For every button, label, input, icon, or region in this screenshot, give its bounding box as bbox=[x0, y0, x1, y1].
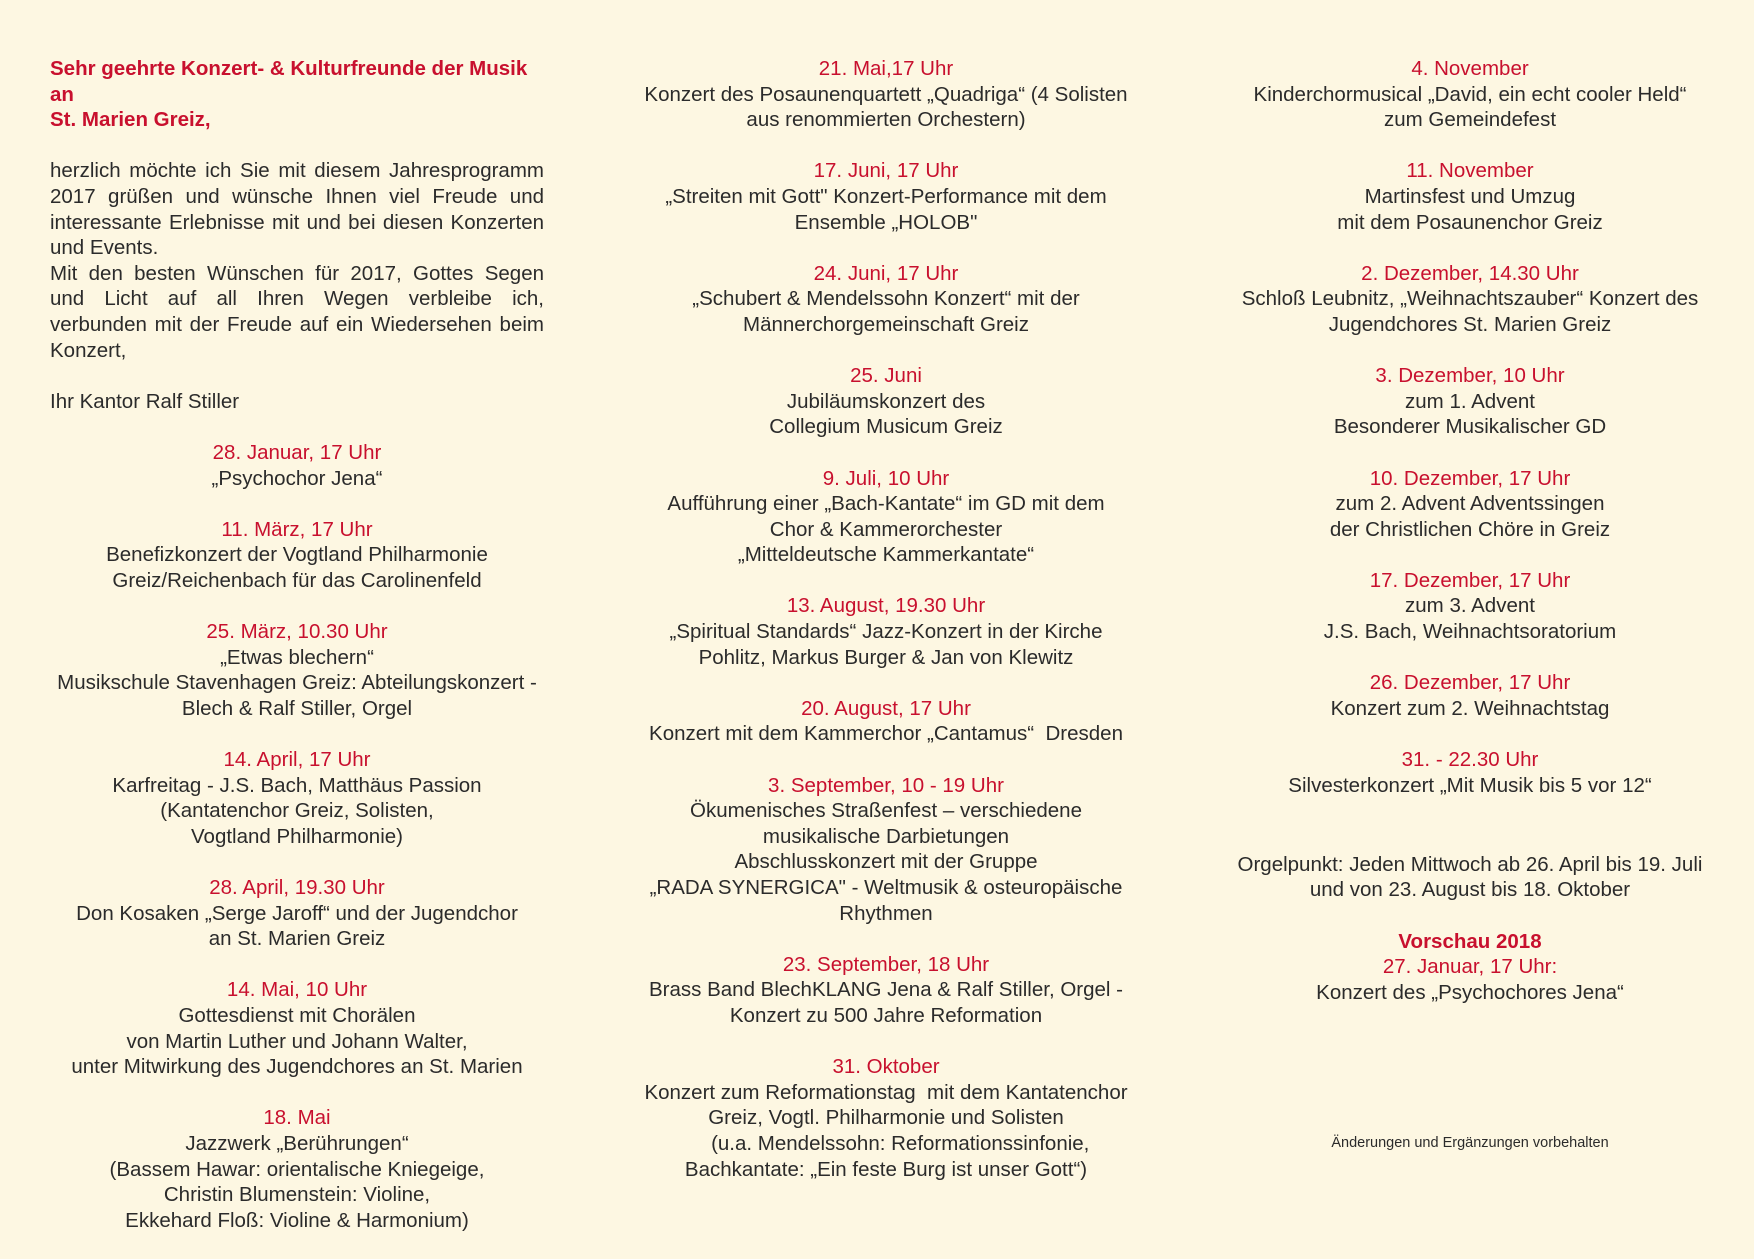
event-item bbox=[1222, 670, 1718, 721]
event-item bbox=[630, 466, 1142, 568]
event-item bbox=[630, 1054, 1142, 1182]
column-right bbox=[1222, 56, 1718, 1153]
intro-paragraph: Mit den besten Wünschen für 2017, Gottes Segen und Licht auf all Ihren Wegen verbleibe ich, verbunden mit der Freude auf ein Wiedersehen beim Konzert, bbox=[50, 261, 544, 362]
event-description: mit dem Posaunenchor Greiz bbox=[1337, 210, 1603, 234]
orgelpunkt bbox=[1222, 852, 1718, 903]
event-description: zum Gemeindefest bbox=[1383, 108, 1557, 132]
event-description: Chor & Kammerorchester bbox=[769, 517, 1003, 541]
event-description: (u.a. Mendelssohn: Reformationssinfonie, bbox=[682, 1131, 1090, 1155]
event-date: 4. November bbox=[1411, 57, 1529, 80]
event-list bbox=[1222, 56, 1718, 798]
event-item bbox=[630, 696, 1142, 747]
event-item bbox=[50, 875, 544, 952]
column-left bbox=[50, 56, 544, 1259]
event-date: 11. November bbox=[1406, 159, 1534, 183]
intro-paragraph: herzlich möchte ich Sie mit diesem Jahresprogramm 2017 grüßen und wünsche Ihnen viel Freude und interessante Erlebnisse mit und bei diesen Konzerten und Events. bbox=[50, 159, 544, 260]
event-date: 9. Juli, 10 Uhr bbox=[822, 466, 950, 490]
event-description: zum 2. Advent Adventssingen bbox=[1335, 492, 1605, 516]
event-date: 2. Dezember, 14.30 Uhr bbox=[1361, 261, 1579, 285]
event-date: 17. Juni, 17 Uhr bbox=[813, 159, 959, 183]
event-item bbox=[1222, 363, 1718, 440]
event-date: 10. Dezember, 17 Uhr bbox=[1369, 466, 1571, 490]
event-description: Schloß Leubnitz, „Weihnachtszauber“ Konzert des bbox=[1241, 287, 1699, 311]
event-date: 25. Juni bbox=[850, 364, 922, 388]
preview-desc: Konzert des „Psychochores Jena“ bbox=[1316, 980, 1624, 1004]
event-description: Konzert zu 500 Jahre Reformation bbox=[729, 1003, 1043, 1027]
event-description: musikalische Darbietungen bbox=[762, 824, 1010, 848]
event-description: Silvesterkonzert „Mit Musik bis 5 vor 12“ bbox=[1288, 773, 1652, 797]
event-description: (Kantatenchor Greiz, Solisten, bbox=[160, 799, 434, 823]
event-date: 13. August, 19.30 Uhr bbox=[786, 594, 986, 618]
event-description: J.S. Bach, Weihnachtsoratorium bbox=[1323, 620, 1617, 644]
event-description: Greiz/Reichenbach für das Carolinenfeld bbox=[112, 568, 482, 592]
event-date: 17. Dezember, 17 Uhr bbox=[1369, 568, 1571, 592]
event-description: „RADA SYNERGICA" - Weltmusik & osteuropäische bbox=[649, 876, 1123, 899]
event-list bbox=[50, 440, 544, 1233]
event-description: Ekkehard Floß: Violine & Harmonium) bbox=[125, 1208, 469, 1232]
event-description: Karfreitag - J.S. Bach, Matthäus Passion bbox=[112, 773, 482, 797]
event-description: Benefizkonzert der Vogtland Philharmonie bbox=[106, 543, 488, 567]
event-date: 20. August, 17 Uhr bbox=[801, 696, 971, 720]
event-item bbox=[1222, 466, 1718, 543]
event-date: 3. Dezember, 10 Uhr bbox=[1375, 364, 1565, 388]
event-description: Ensemble „HOLOB" bbox=[794, 210, 978, 234]
event-description: Blech & Ralf Stiller, Orgel bbox=[181, 696, 413, 720]
event-item bbox=[50, 440, 544, 491]
event-description: Jubiläumskonzert des bbox=[786, 389, 986, 413]
event-description: „Mitteldeutsche Kammerkantate“ bbox=[737, 543, 1035, 567]
event-description: „Streiten mit Gott" Konzert-Performance mit dem bbox=[665, 184, 1107, 208]
preview-section bbox=[1222, 929, 1718, 1006]
orgelpunkt-line: und von 23. August bis 18. Oktober bbox=[1309, 878, 1631, 902]
event-item bbox=[1222, 747, 1718, 798]
event-description: Männerchorgemeinschaft Greiz bbox=[743, 312, 1029, 336]
orgelpunkt-line: Orgelpunkt: Jeden Mittwoch ab 26. April bis 19. Juli bbox=[1237, 852, 1703, 876]
event-item bbox=[1222, 568, 1718, 645]
event-list bbox=[630, 56, 1142, 1182]
event-date: 25. März, 10.30 Uhr bbox=[206, 620, 388, 644]
event-description: Christin Blumenstein: Violine, bbox=[163, 1183, 431, 1207]
event-date: 28. Januar, 17 Uhr bbox=[212, 440, 382, 464]
event-description: an St. Marien Greiz bbox=[208, 927, 386, 951]
event-description: Greiz, Vogtl. Philharmonie und Solisten bbox=[708, 1106, 1064, 1130]
event-description: Ökumenisches Straßenfest – verschiedene bbox=[690, 799, 1082, 823]
event-description: Kinderchormusical „David, ein echt cooler Held“ bbox=[1253, 82, 1687, 106]
event-item bbox=[630, 56, 1142, 133]
event-description: Jugendchores St. Marien Greiz bbox=[1328, 312, 1612, 336]
event-date: 26. Dezember, 17 Uhr bbox=[1369, 671, 1571, 695]
event-item bbox=[630, 773, 1142, 927]
event-item bbox=[50, 517, 544, 594]
event-date: 3. September, 10 - 19 Uhr bbox=[768, 773, 1004, 797]
event-description: zum 1. Advent bbox=[1405, 389, 1535, 413]
event-description: Brass Band BlechKLANG Jena & Ralf Stiller, Orgel - bbox=[649, 978, 1123, 1002]
event-description: Jazzwerk „Berührungen“ bbox=[185, 1131, 409, 1155]
event-description: „Etwas blechern“ bbox=[220, 645, 374, 669]
event-item bbox=[50, 977, 544, 1079]
event-description: Rhythmen bbox=[839, 901, 933, 925]
event-description: Besonderer Musikalischer GD bbox=[1333, 415, 1607, 439]
event-description: Abschlusskonzert mit der Gruppe bbox=[734, 850, 1038, 874]
event-item bbox=[1222, 158, 1718, 235]
greeting-line: Sehr geehrte Konzert- & Kulturfreunde der Musik an bbox=[50, 57, 528, 106]
event-description: Don Kosaken „Serge Jaroff“ und der Jugendchor bbox=[76, 901, 518, 925]
event-date: 31. - 22.30 Uhr bbox=[1401, 748, 1539, 772]
event-item bbox=[630, 158, 1142, 235]
preview-title: Vorschau 2018 bbox=[1398, 929, 1542, 953]
signature: Ihr Kantor Ralf Stiller bbox=[50, 389, 240, 413]
event-description: Konzert zum 2. Weihnachtstag bbox=[1330, 696, 1610, 720]
event-description: Collegium Musicum Greiz bbox=[769, 415, 1003, 439]
event-description: Gottesdienst mit Chorälen bbox=[178, 1003, 416, 1027]
column-middle bbox=[630, 56, 1142, 1208]
event-description: von Martin Luther und Johann Walter, bbox=[126, 1029, 468, 1053]
event-description: „Spiritual Standards“ Jazz-Konzert in der Kirche bbox=[669, 620, 1103, 644]
event-description: unter Mitwirkung des Jugendchores an St. Marien bbox=[71, 1055, 523, 1079]
event-item bbox=[1222, 261, 1718, 338]
event-description: Pohlitz, Markus Burger & Jan von Klewitz bbox=[698, 645, 1074, 669]
event-description: „Schubert & Mendelssohn Konzert“ mit der bbox=[692, 287, 1080, 311]
event-date: 23. September, 18 Uhr bbox=[782, 952, 990, 976]
event-item bbox=[630, 261, 1142, 338]
greeting-line: St. Marien Greiz, bbox=[50, 108, 211, 132]
event-description: (Bassem Hawar: orientalische Kniegeige, bbox=[109, 1157, 485, 1181]
event-date: 28. April, 19.30 Uhr bbox=[209, 876, 385, 899]
event-description: zum 3. Advent bbox=[1405, 594, 1535, 618]
event-description: Konzert des Posaunenquartett „Quadriga“ (4 Solisten bbox=[644, 82, 1128, 106]
event-item bbox=[630, 952, 1142, 1029]
event-description: Aufführung einer „Bach-Kantate“ im GD mit dem bbox=[667, 492, 1105, 516]
event-date: 11. März, 17 Uhr bbox=[221, 517, 373, 541]
event-description: der Christlichen Chöre in Greiz bbox=[1329, 517, 1611, 541]
event-description: Musikschule Stavenhagen Greiz: Abteilungskonzert - bbox=[57, 671, 537, 695]
event-date: 21. Mai,17 Uhr bbox=[818, 57, 954, 80]
event-item bbox=[50, 747, 544, 849]
event-item bbox=[1222, 56, 1718, 133]
event-date: 31. Oktober bbox=[832, 1055, 940, 1079]
event-date: 14. April, 17 Uhr bbox=[223, 748, 371, 772]
event-date: 14. Mai, 10 Uhr bbox=[226, 978, 368, 1002]
event-description: Martinsfest und Umzug bbox=[1364, 184, 1576, 208]
preview-date: 27. Januar, 17 Uhr: bbox=[1382, 955, 1558, 979]
event-item bbox=[50, 619, 544, 721]
event-description: Bachkantate: „Ein feste Burg ist unser Gott“) bbox=[684, 1157, 1088, 1181]
event-date: 24. Juni, 17 Uhr bbox=[813, 261, 959, 285]
event-description: Konzert zum Reformationstag mit dem Kantatenchor bbox=[644, 1080, 1128, 1104]
greeting bbox=[50, 56, 544, 133]
event-item bbox=[630, 363, 1142, 440]
event-description: „Psychochor Jena“ bbox=[211, 466, 383, 490]
event-date: 18. Mai bbox=[263, 1106, 331, 1130]
event-item bbox=[50, 1105, 544, 1233]
footnote: Änderungen und Ergänzungen vorbehalten bbox=[1331, 1135, 1609, 1152]
event-description: Konzert mit dem Kammerchor „Cantamus“ Dresden bbox=[649, 722, 1123, 746]
event-description: aus renommierten Orchestern) bbox=[746, 108, 1026, 132]
event-item bbox=[630, 593, 1142, 670]
event-description: Vogtland Philharmonie) bbox=[191, 824, 403, 848]
